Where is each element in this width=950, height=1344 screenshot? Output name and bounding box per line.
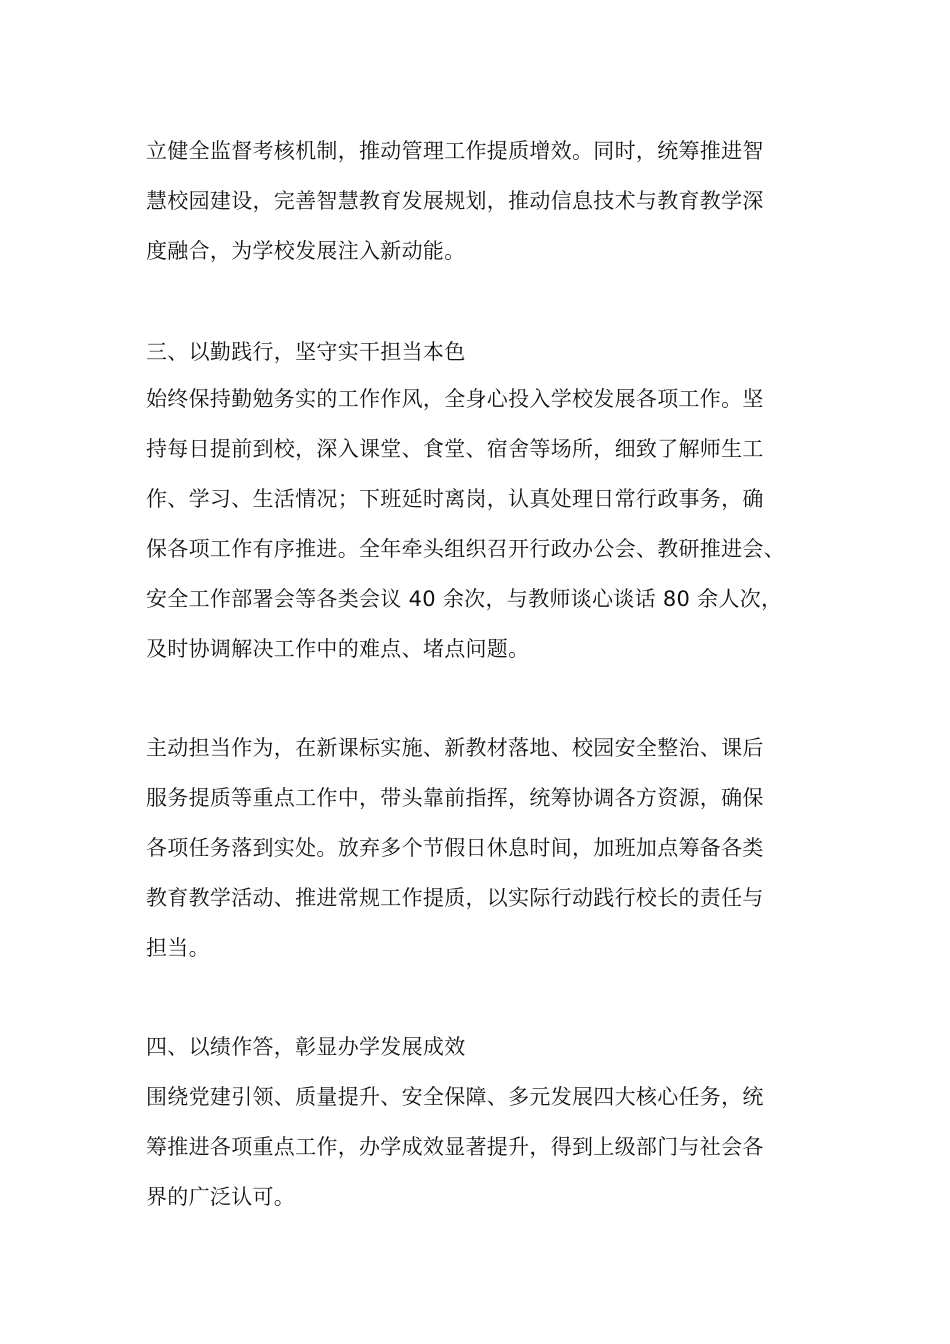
paragraph-line: 度融合，为学校发展注入新动能。	[146, 239, 466, 263]
paragraph-line: 各项任务落到实处。放弃多个节假日休息时间，加班加点筹备各类	[146, 836, 764, 860]
section-heading: 三、以勤践行，坚守实干担当本色	[146, 340, 466, 364]
paragraph-line: 主动担当作为，在新课标实施、新教材落地、校园安全整治、课后	[146, 736, 764, 760]
paragraph-line: 教育教学活动、推进常规工作提质，以实际行动践行校长的责任与	[146, 886, 764, 910]
paragraph-line: 保各项工作有序推进。全年牵头组织召开行政办公会、教研推进会、	[146, 537, 785, 561]
paragraph-line: 始终保持勤勉务实的工作作风，全身心投入学校发展各项工作。坚	[146, 387, 764, 411]
paragraph-line: 担当。	[146, 936, 210, 960]
paragraph-line: 围绕党建引领、质量提升、安全保障、多元发展四大核心任务，统	[146, 1085, 764, 1109]
paragraph-line: 筹推进各项重点工作，办学成效显著提升，得到上级部门与社会各	[146, 1135, 764, 1159]
paragraph-line: 慧校园建设，完善智慧教育发展规划，推动信息技术与教育教学深	[146, 189, 764, 213]
paragraph-line: 服务提质等重点工作中，带头靠前指挥，统筹协调各方资源，确保	[146, 786, 764, 810]
paragraph-line: 作、学习、生活情况；下班延时离岗，认真处理日常行政事务，确	[146, 487, 764, 511]
paragraph-line: 立健全监督考核机制，推动管理工作提质增效。同时，统筹推进智	[146, 139, 764, 163]
paragraph-line: 界的广泛认可。	[146, 1185, 296, 1209]
paragraph-line: 安全工作部署会等各类会议 40 余次，与教师谈心谈话 80 余人次，	[146, 587, 783, 611]
paragraph-line: 持每日提前到校，深入课堂、食堂、宿舍等场所，细致了解师生工	[146, 437, 764, 461]
section-heading: 四、以绩作答，彰显办学发展成效	[146, 1035, 466, 1059]
paragraph-line: 及时协调解决工作中的难点、堵点问题。	[146, 637, 530, 661]
